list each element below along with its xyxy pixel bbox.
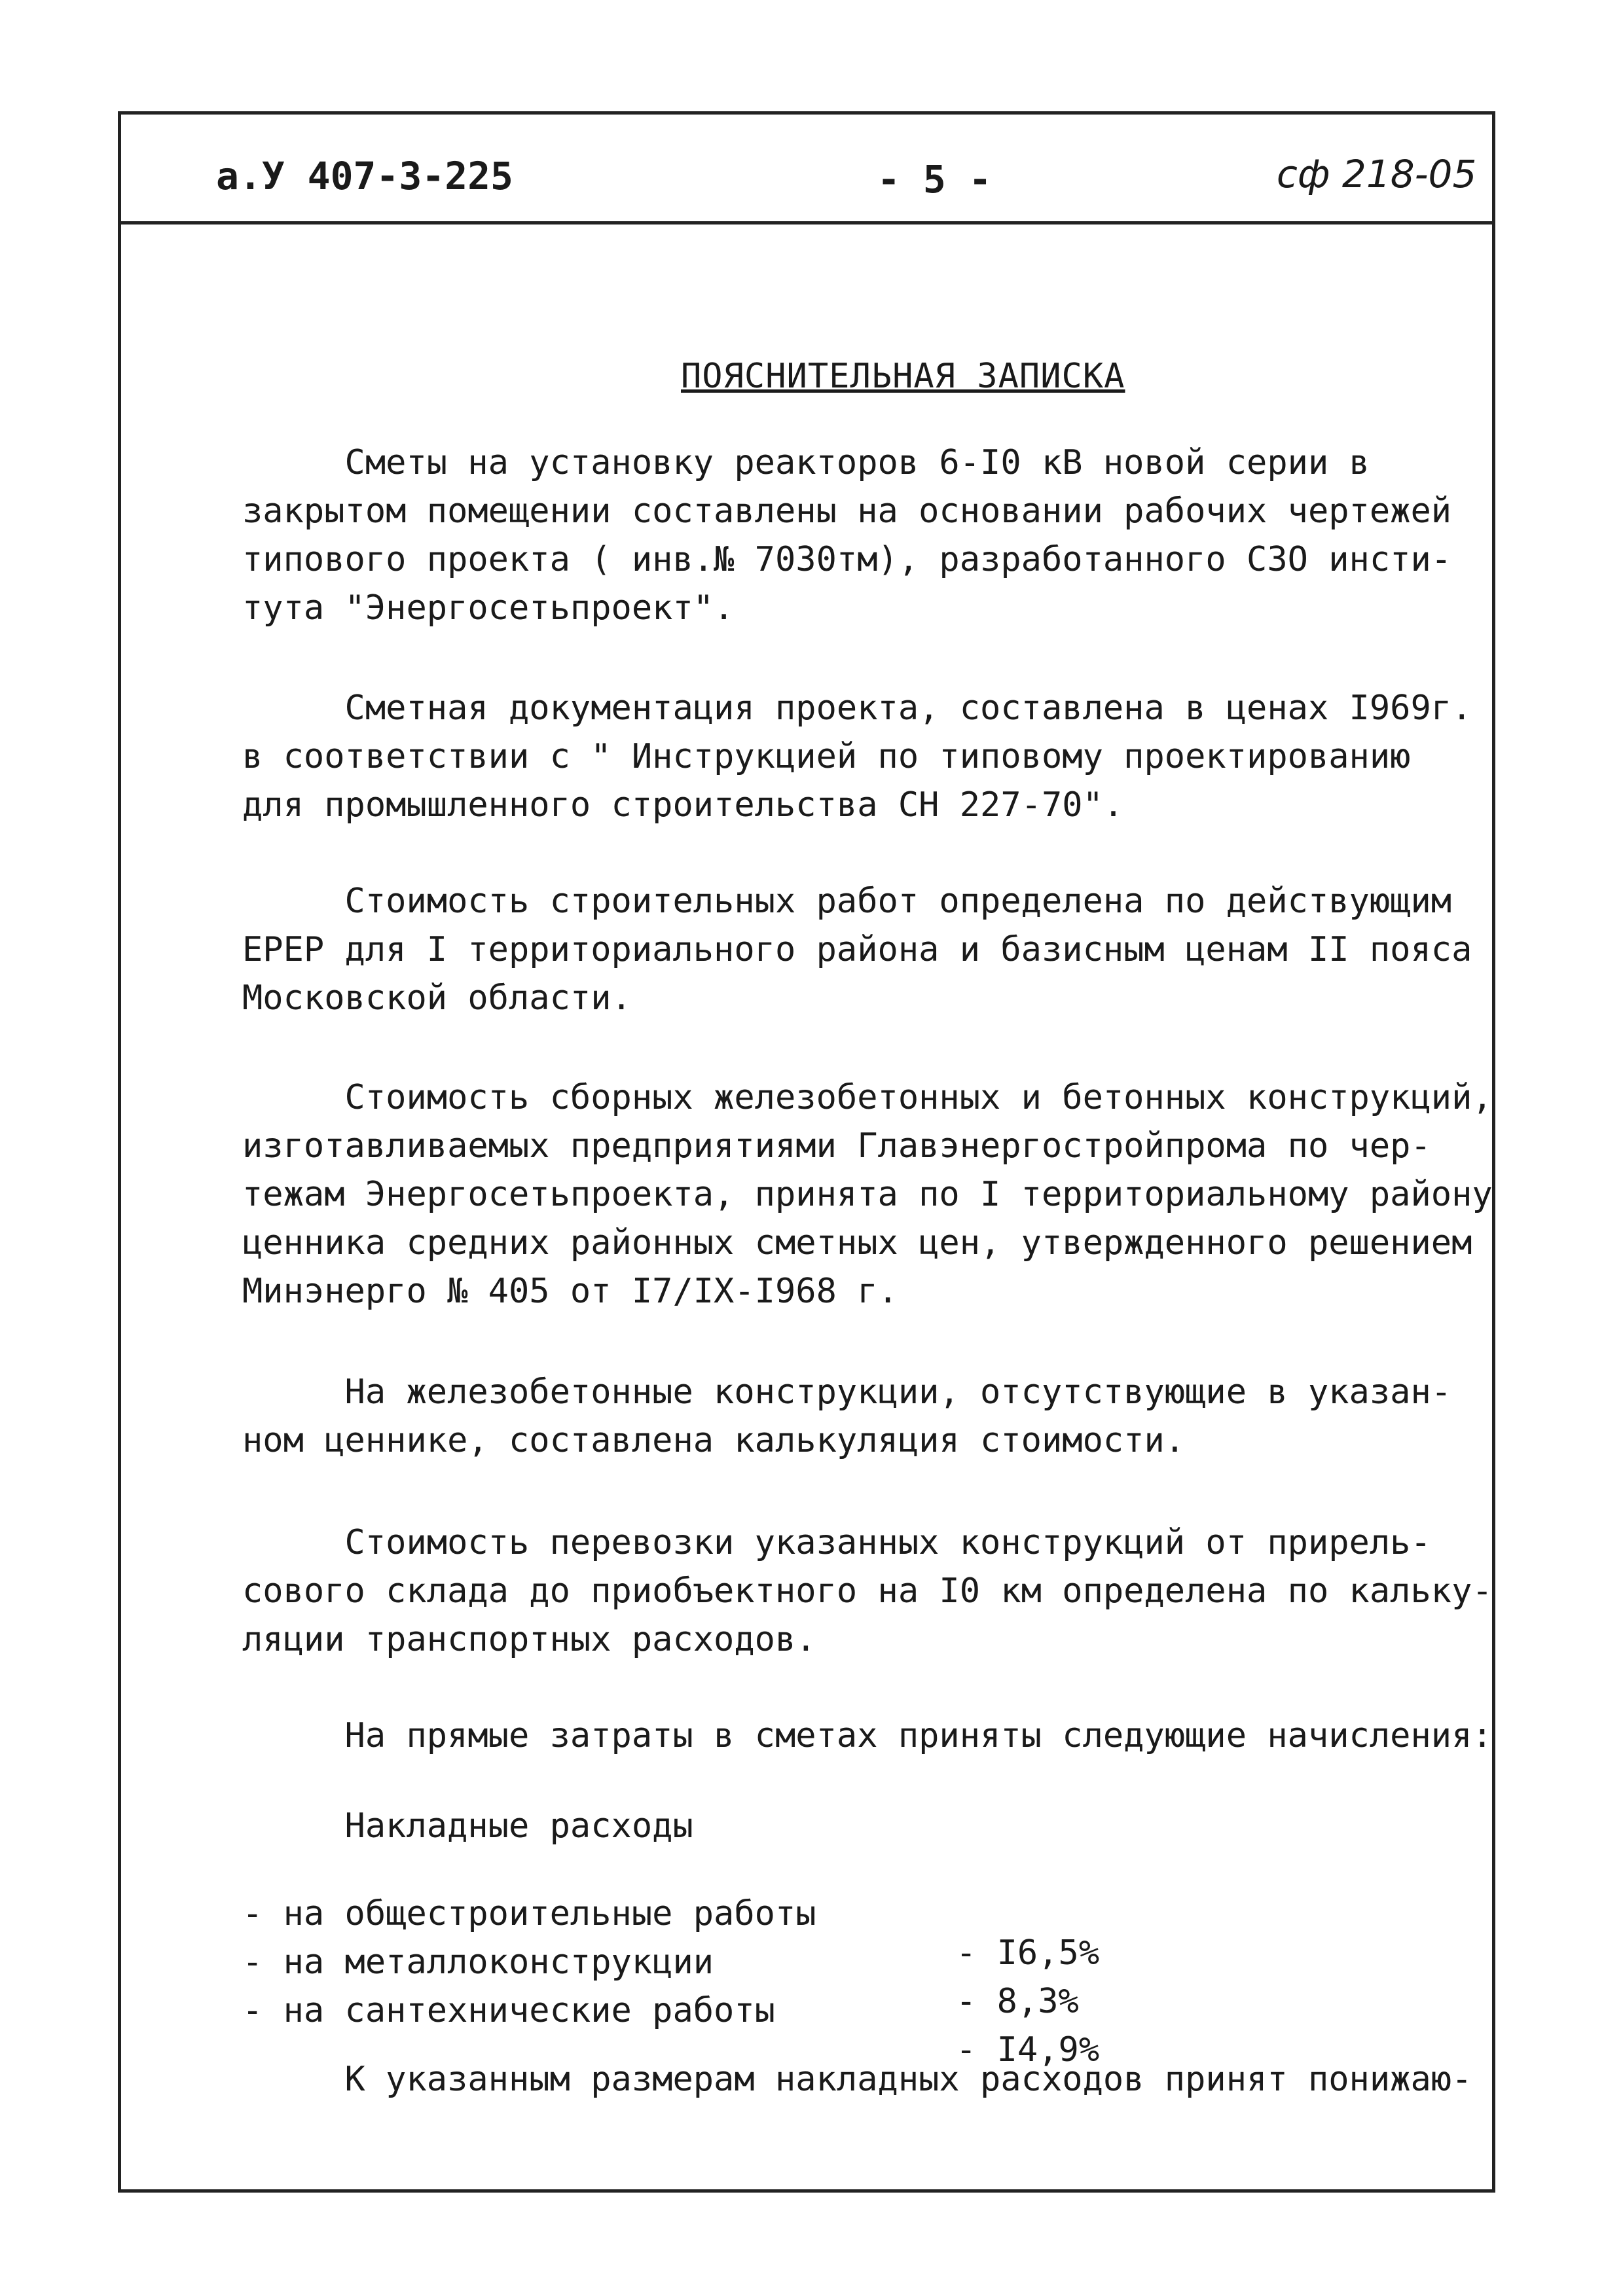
paragraph-1: Сметы на установку реакторов 6-I0 кВ новой серии в закрытом помещении составлены на основании рабочих чертежей типового проекта ( инв.№ 7030тм), разработанного СЗО инсти- тута "Энергосетьпроект". [242,443,1452,628]
overhead-label: - на металлоконструкции [242,1943,714,1982]
header-divider [118,221,1495,224]
paragraph-last: К указанным размерам накладных расходов принят понижаю- [242,2060,1472,2099]
page-number: - 5 - [877,157,992,202]
paragraph-5: На железобетонные конструкции, отсутствующие в указан- ном ценнике, составлена калькуляция стоимости. [242,1372,1452,1460]
paragraph-3: Стоимость строительных работ определена по действующим ЕРЕР для I территориального района и базисным ценам II пояса Московской области. [242,882,1472,1018]
overhead-label: - на сантехнические работы [242,1991,775,2030]
sheet-code: сф 218-05 [1277,152,1477,196]
overhead-value: - I4,9% [956,2030,1100,2070]
paragraph-6: Стоимость перевозки указанных конструкций от прирель- сового склада до приобъектного на I0 км определена по кальку- ляции транспортных расходов. [242,1523,1493,1659]
page-title: ПОЯСНИТЕЛЬНАЯ ЗАПИСКА [681,357,1125,396]
overhead-value: - 8,3% [956,1982,1079,2021]
overhead-value: - I6,5% [956,1933,1100,1973]
paragraph-2: Сметная документация проекта, составлена в ценах I969г. в соответствии с " Инструкцией по типовому проектированию для промышленного строительства СН 227-70". [242,689,1472,825]
overhead-label: - на общестроительные работы [242,1894,816,1933]
paragraph-4: Стоимость сборных железобетонных и бетонных конструкций, изготавливаемых предприятиями Главэнергостройпрома по чер- тежам Энергосетьпроекта, принята по I территориальному району ценника средних районных сметных цен, утвержденного решением Минэнерго № 405 от I7/IX-I968 г. [242,1078,1493,1311]
paragraph-7: На прямые затраты в сметах приняты следующие начисления: [242,1716,1493,1755]
document-code: а.У 407-3-225 [216,154,513,198]
overhead-heading: Накладные расходы [242,1806,693,1846]
